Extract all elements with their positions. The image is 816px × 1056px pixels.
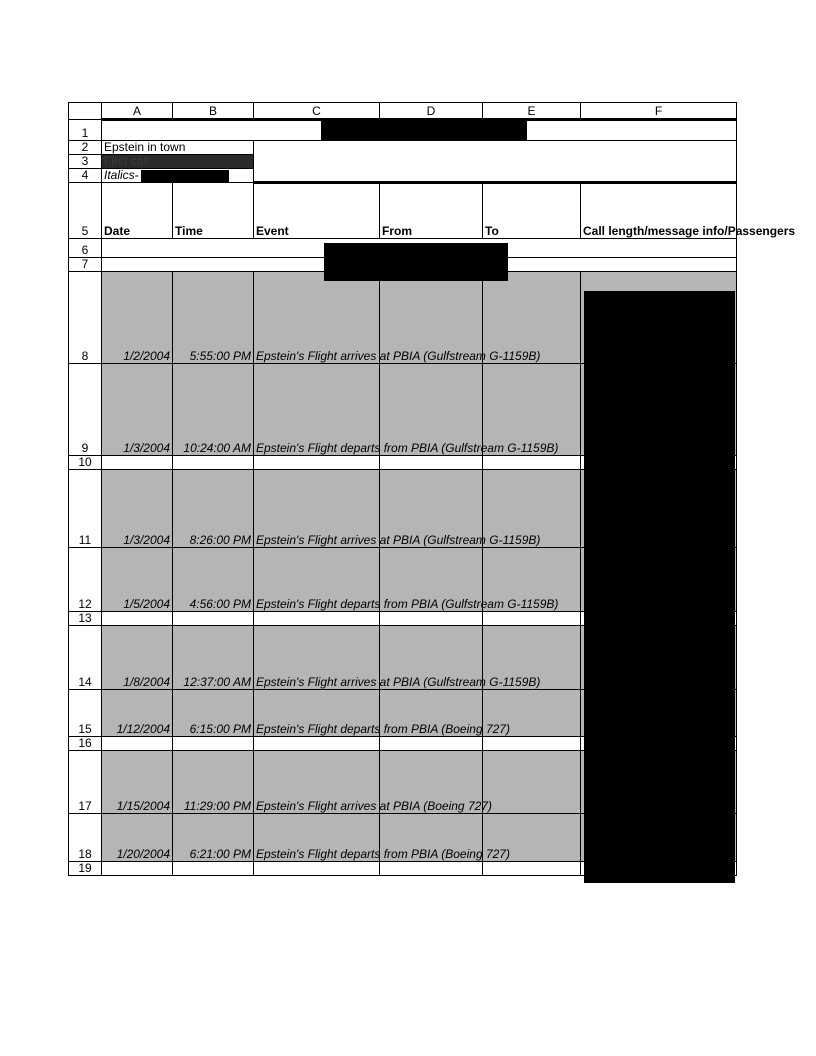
event-cell[interactable]: Epstein's Flight departs from PBIA (Gulfstream G-1159B) xyxy=(254,364,380,456)
blank-cell[interactable] xyxy=(254,612,380,626)
blank-cell[interactable] xyxy=(173,612,254,626)
legend-italics[interactable] xyxy=(102,169,254,183)
row-5-header xyxy=(69,183,737,239)
blank-cell[interactable] xyxy=(483,456,581,470)
to-cell[interactable] xyxy=(483,751,581,814)
corner-cell[interactable] xyxy=(69,103,102,120)
blank-cell[interactable] xyxy=(380,456,483,470)
redaction-bar xyxy=(141,170,229,182)
row-number[interactable]: 5 xyxy=(69,183,102,239)
date-cell[interactable]: 1/12/2004 xyxy=(102,690,173,737)
event-cell[interactable]: Epstein's Flight arrives at PBIA (Boeing 727) xyxy=(254,751,380,814)
row-2 xyxy=(69,141,737,155)
header-event[interactable]: Event xyxy=(254,183,380,239)
blank-cell[interactable] xyxy=(173,862,254,876)
blank-cell[interactable] xyxy=(173,737,254,751)
row-number[interactable]: 16 xyxy=(69,737,102,751)
blank-cell[interactable] xyxy=(380,612,483,626)
legend-first-call[interactable]: First call xyxy=(102,155,254,169)
time-cell[interactable]: 8:26:00 PM xyxy=(173,470,254,548)
event-cell[interactable]: Epstein's Flight departs from PBIA (Gulfstream G-1159B) xyxy=(254,548,380,612)
row-number[interactable]: 7 xyxy=(69,258,102,272)
event-cell[interactable]: Epstein's Flight departs from PBIA (Boeing 727) xyxy=(254,814,380,862)
time-cell[interactable]: 5:55:00 PM xyxy=(173,272,254,364)
header-time[interactable]: Time xyxy=(173,183,254,239)
row-number[interactable]: 3 xyxy=(69,155,102,169)
blank-cell[interactable] xyxy=(173,456,254,470)
row-number[interactable]: 9 xyxy=(69,364,102,456)
date-cell[interactable]: 1/3/2004 xyxy=(102,470,173,548)
blank-cell[interactable] xyxy=(254,456,380,470)
blank-cell[interactable] xyxy=(102,612,173,626)
blank-cell[interactable] xyxy=(380,862,483,876)
time-cell[interactable]: 12:37:00 AM xyxy=(173,626,254,690)
blank-cell[interactable] xyxy=(380,737,483,751)
column-header-c[interactable]: C xyxy=(254,103,380,120)
column-header-a[interactable]: A xyxy=(102,103,173,120)
time-cell[interactable]: 11:29:00 PM xyxy=(173,751,254,814)
row-number[interactable]: 17 xyxy=(69,751,102,814)
row-number[interactable]: 15 xyxy=(69,690,102,737)
legend-italics-label: Italics- xyxy=(104,168,139,182)
blank-cell[interactable] xyxy=(102,456,173,470)
blank-cell[interactable] xyxy=(483,862,581,876)
row-number[interactable]: 14 xyxy=(69,626,102,690)
header-call-length[interactable]: Call length/message info/Passengers xyxy=(581,183,737,239)
row-number[interactable]: 11 xyxy=(69,470,102,548)
row-number[interactable]: 2 xyxy=(69,141,102,155)
column-header-f[interactable]: F xyxy=(581,103,737,120)
row-number[interactable]: 8 xyxy=(69,272,102,364)
blank-cell[interactable] xyxy=(102,862,173,876)
header-from[interactable]: From xyxy=(380,183,483,239)
date-cell[interactable]: 1/3/2004 xyxy=(102,364,173,456)
row-number[interactable]: 13 xyxy=(69,612,102,626)
legend-blank-area[interactable] xyxy=(254,141,737,183)
blank-cell[interactable] xyxy=(102,737,173,751)
row-number[interactable]: 12 xyxy=(69,548,102,612)
date-cell[interactable]: 1/8/2004 xyxy=(102,626,173,690)
date-cell[interactable]: 1/15/2004 xyxy=(102,751,173,814)
event-cell[interactable]: Epstein's Flight arrives at PBIA (Gulfstream G-1159B) xyxy=(254,272,380,364)
time-cell[interactable]: 10:24:00 AM xyxy=(173,364,254,456)
time-cell[interactable]: 6:21:00 PM xyxy=(173,814,254,862)
header-to[interactable]: To xyxy=(483,183,581,239)
redaction-title xyxy=(321,118,527,141)
blank-cell[interactable] xyxy=(483,612,581,626)
row-number[interactable]: 4 xyxy=(69,169,102,183)
row-number[interactable]: 19 xyxy=(69,862,102,876)
column-header-b[interactable]: B xyxy=(173,103,254,120)
column-header-d[interactable]: D xyxy=(380,103,483,120)
date-cell[interactable]: 1/20/2004 xyxy=(102,814,173,862)
time-cell[interactable]: 6:15:00 PM xyxy=(173,690,254,737)
row-number[interactable]: 1 xyxy=(69,120,102,141)
row-number[interactable]: 10 xyxy=(69,456,102,470)
blank-cell[interactable] xyxy=(254,737,380,751)
date-cell[interactable]: 1/5/2004 xyxy=(102,548,173,612)
event-cell[interactable]: Epstein's Flight arrives at PBIA (Gulfstream G-1159B) xyxy=(254,626,380,690)
redaction-section-title xyxy=(324,243,508,281)
date-cell[interactable]: 1/2/2004 xyxy=(102,272,173,364)
legend-epstein-in-town[interactable]: Epstein in town xyxy=(102,141,254,155)
redaction-call-column xyxy=(584,291,735,883)
row-number[interactable]: 6 xyxy=(69,239,102,258)
column-header-e[interactable]: E xyxy=(483,103,581,120)
time-cell[interactable]: 4:56:00 PM xyxy=(173,548,254,612)
event-cell[interactable]: Epstein's Flight arrives at PBIA (Gulfstream G-1159B) xyxy=(254,470,380,548)
column-header-row xyxy=(69,103,737,120)
row-number[interactable]: 18 xyxy=(69,814,102,862)
event-cell[interactable]: Epstein's Flight departs from PBIA (Boeing 727) xyxy=(254,690,380,737)
blank-cell[interactable] xyxy=(483,737,581,751)
blank-cell[interactable] xyxy=(254,862,380,876)
header-date[interactable]: Date xyxy=(102,183,173,239)
